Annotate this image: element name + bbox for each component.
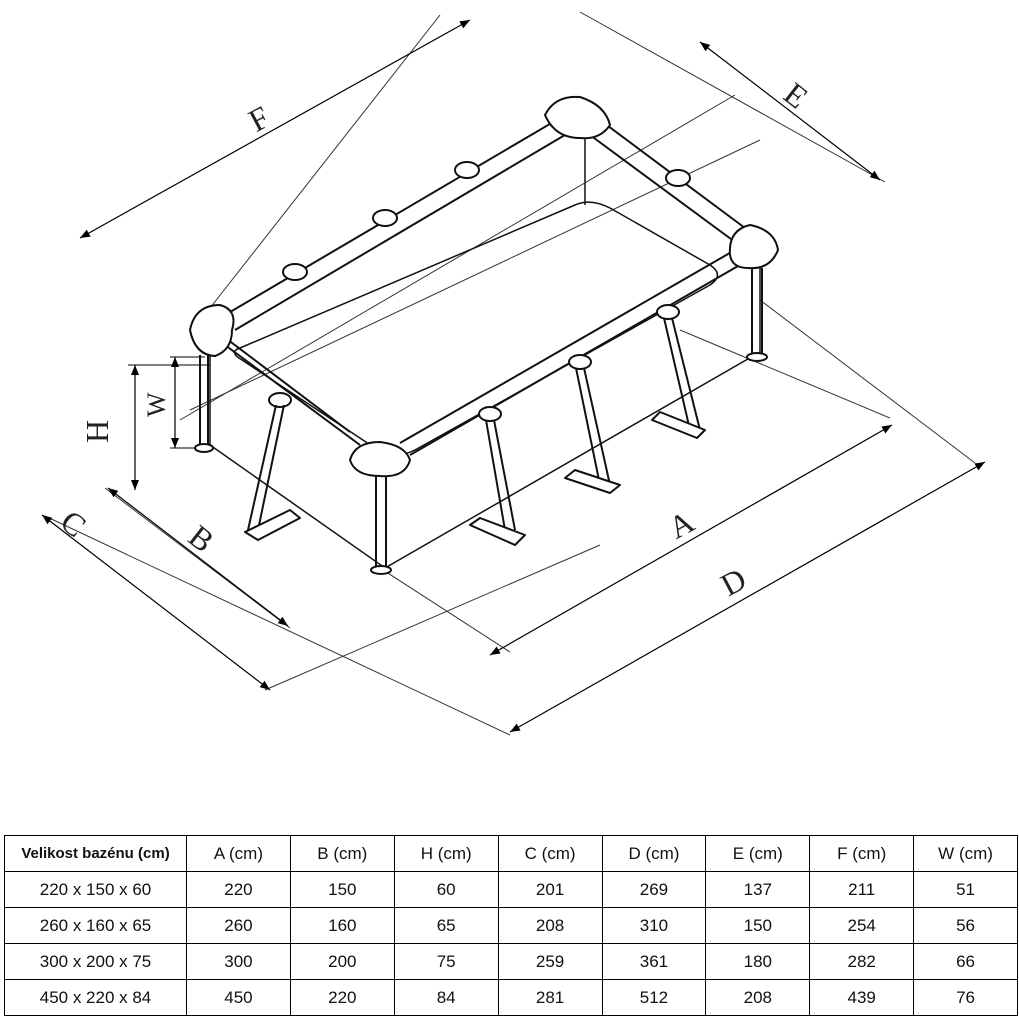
cell-pool-size: 220 x 150 x 60	[5, 872, 187, 908]
cell-b: 150	[290, 872, 394, 908]
table-row	[5, 944, 1018, 980]
label-B: B	[182, 517, 222, 560]
cell-a: 450	[187, 980, 291, 1016]
cell-h: 84	[394, 980, 498, 1016]
cell-h: 65	[394, 908, 498, 944]
header-pool-size: Velikost bazénu (cm)	[5, 836, 187, 872]
label-E: E	[777, 75, 815, 116]
header-h: H (cm)	[394, 836, 498, 872]
cell-c: 281	[498, 980, 602, 1016]
dimension-arrows	[42, 20, 985, 732]
cell-d: 310	[602, 908, 706, 944]
cell-pool-size: 300 x 200 x 75	[5, 944, 187, 980]
cell-d: 361	[602, 944, 706, 980]
cell-f: 439	[810, 980, 914, 1016]
cell-b: 160	[290, 908, 394, 944]
cell-a: 220	[187, 872, 291, 908]
table-row	[5, 980, 1018, 1016]
cell-e: 150	[706, 908, 810, 944]
cell-c: 208	[498, 908, 602, 944]
cell-w: 51	[914, 872, 1018, 908]
header-w: W (cm)	[914, 836, 1018, 872]
header-f: F (cm)	[810, 836, 914, 872]
cell-d: 512	[602, 980, 706, 1016]
table-row	[5, 872, 1018, 908]
cell-f: 282	[810, 944, 914, 980]
cell-b: 200	[290, 944, 394, 980]
cell-f: 254	[810, 908, 914, 944]
header-e: E (cm)	[706, 836, 810, 872]
header-b: B (cm)	[290, 836, 394, 872]
table-row	[5, 908, 1018, 944]
cell-w: 66	[914, 944, 1018, 980]
cell-pool-size: 450 x 220 x 84	[5, 980, 187, 1016]
dim-D-line	[510, 462, 985, 732]
label-H: H	[79, 419, 115, 443]
dim-A-line	[490, 425, 892, 655]
cell-a: 260	[187, 908, 291, 944]
cell-w: 76	[914, 980, 1018, 1016]
label-D: D	[714, 560, 752, 604]
size-table	[4, 835, 1018, 1016]
corner-connector	[545, 97, 610, 138]
corner-connector	[730, 225, 778, 268]
cell-w: 56	[914, 908, 1018, 944]
cell-c: 201	[498, 872, 602, 908]
extension-lines	[45, 12, 975, 735]
cell-a: 300	[187, 944, 291, 980]
label-W: W	[142, 392, 171, 417]
label-F: F	[242, 98, 276, 139]
cell-pool-size: 260 x 160 x 65	[5, 908, 187, 944]
cell-e: 180	[706, 944, 810, 980]
cell-h: 60	[394, 872, 498, 908]
cell-h: 75	[394, 944, 498, 980]
label-C: C	[54, 502, 94, 545]
cell-e: 137	[706, 872, 810, 908]
label-A: A	[662, 503, 700, 546]
cell-d: 269	[602, 872, 706, 908]
corner-connector	[350, 442, 410, 476]
header-c: C (cm)	[498, 836, 602, 872]
cell-f: 211	[810, 872, 914, 908]
corner-connector	[190, 305, 234, 356]
cell-e: 208	[706, 980, 810, 1016]
header-a: A (cm)	[187, 836, 291, 872]
header-d: D (cm)	[602, 836, 706, 872]
table-header-row	[5, 836, 1018, 872]
pool-frame	[190, 97, 778, 574]
dim-C-line	[42, 515, 270, 690]
cell-c: 259	[498, 944, 602, 980]
cell-b: 220	[290, 980, 394, 1016]
